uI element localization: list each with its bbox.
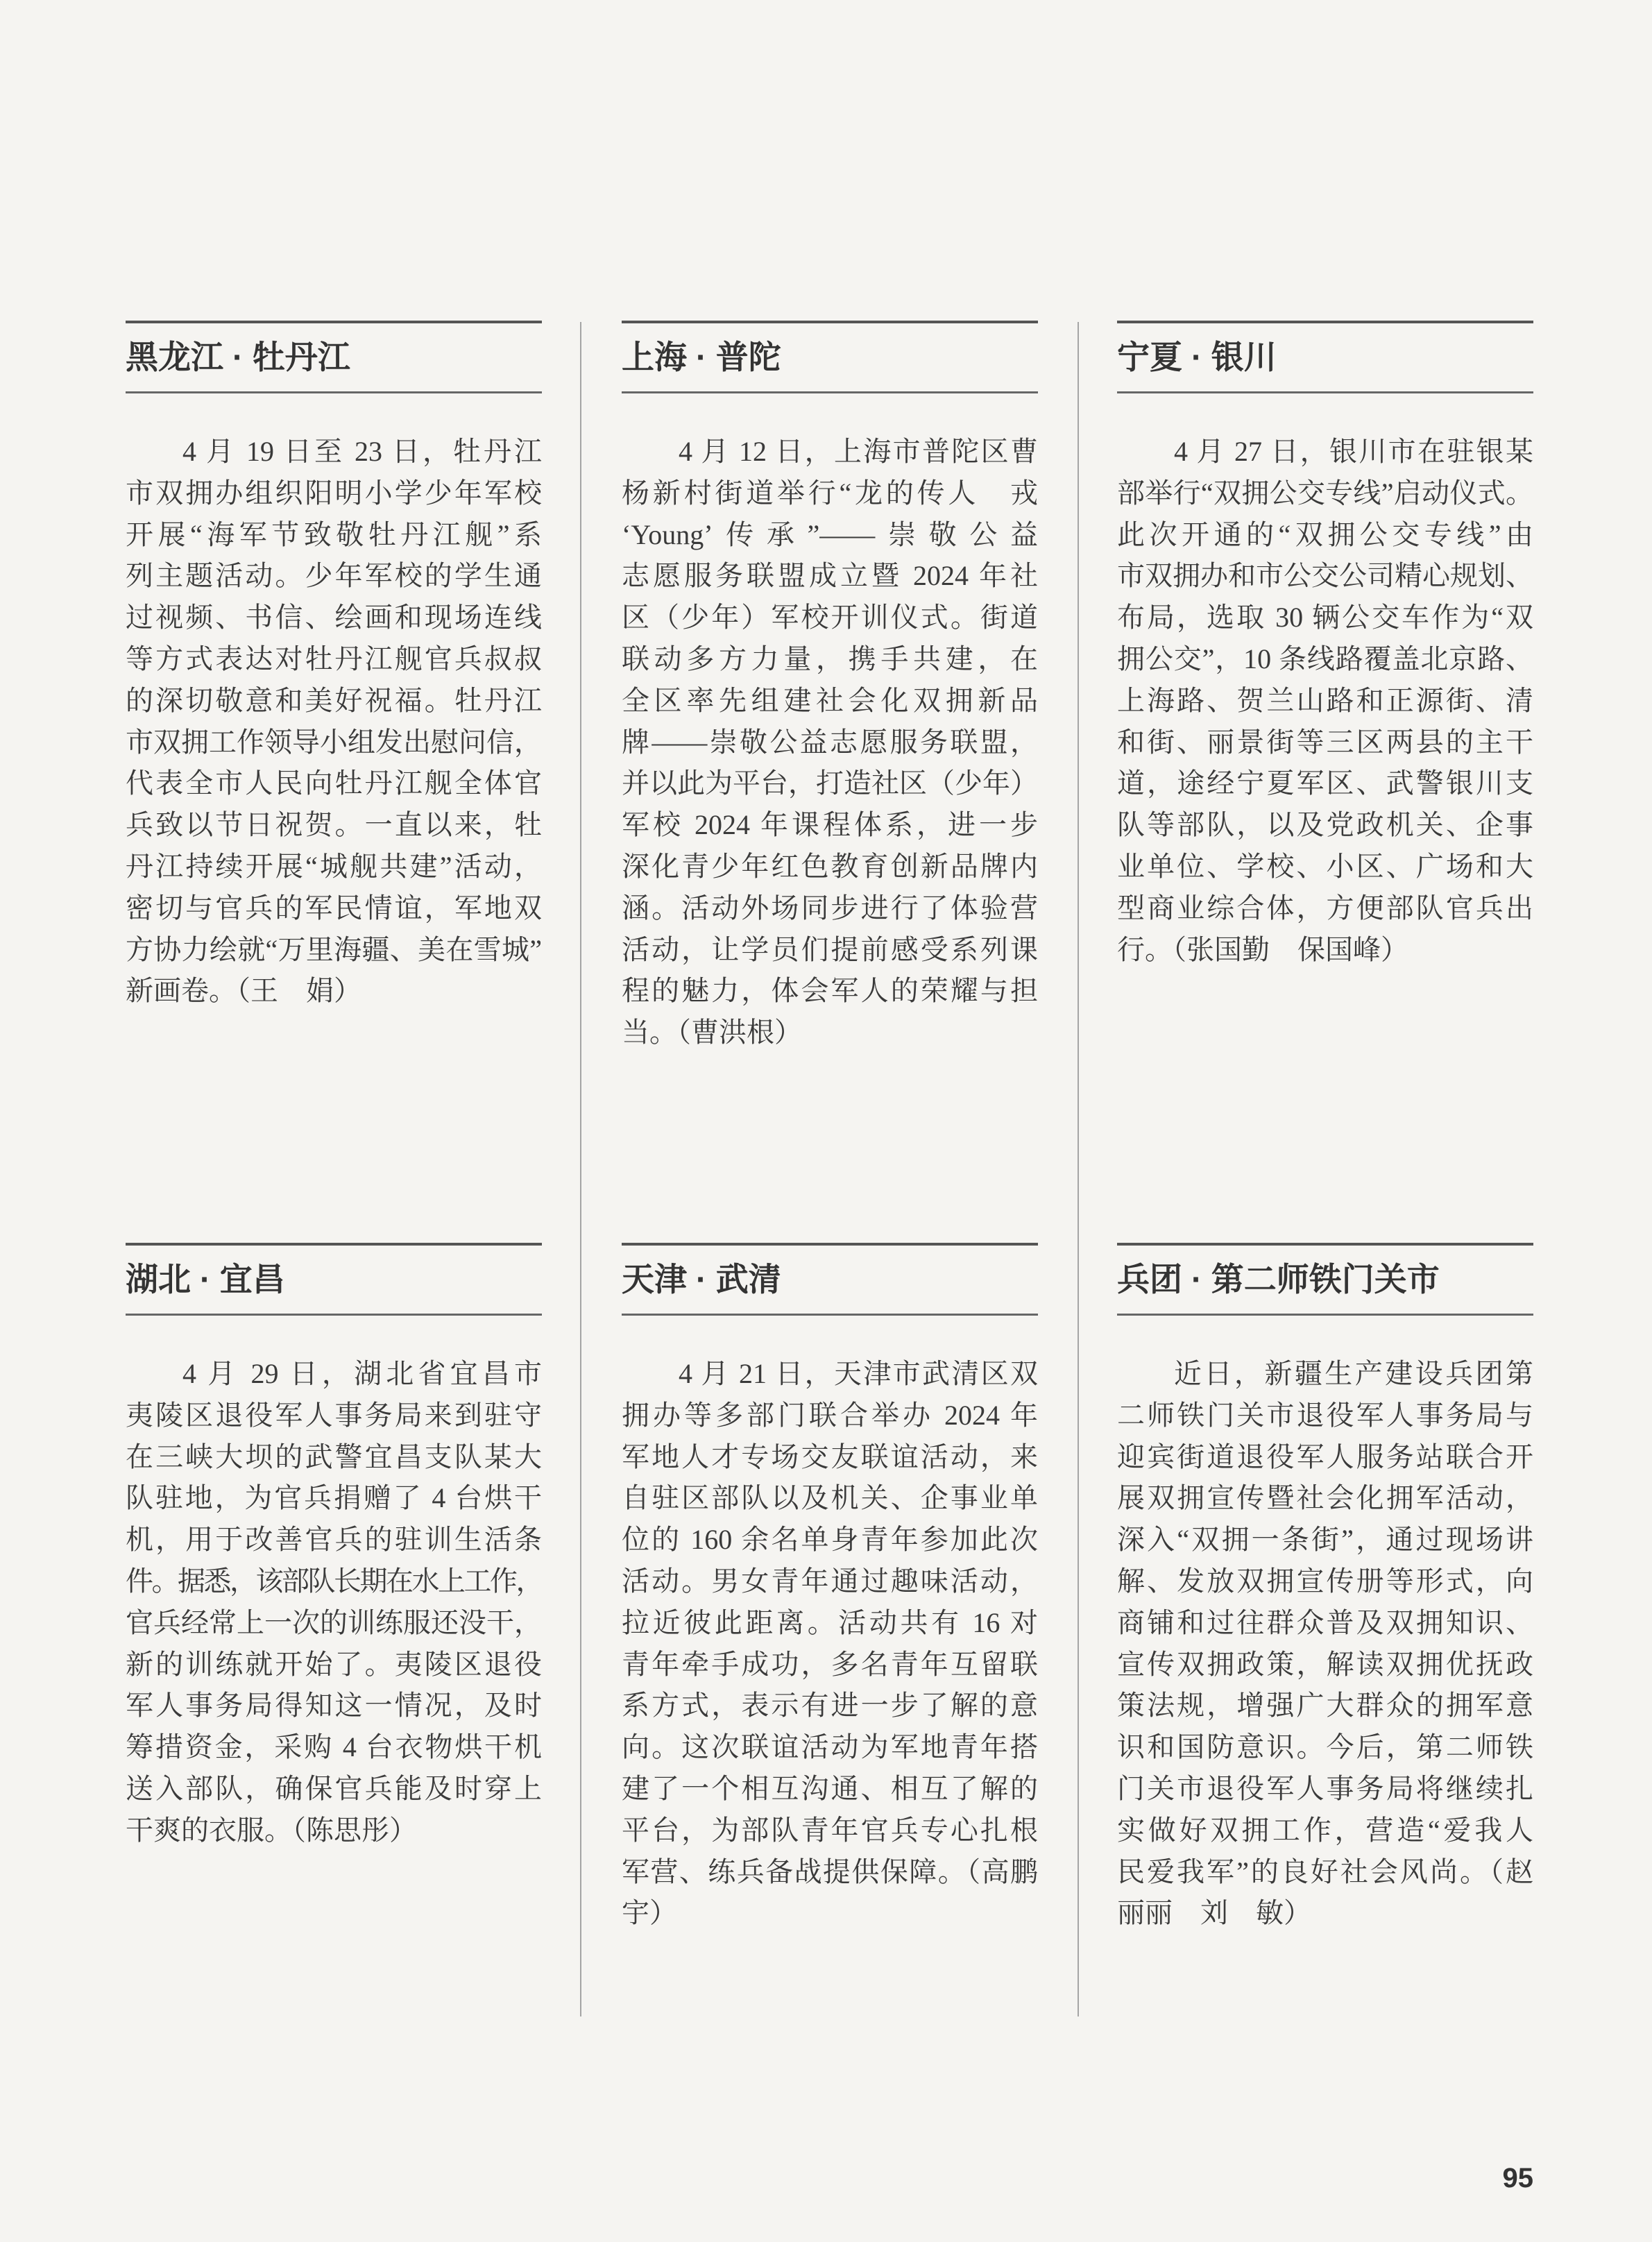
body-line: 门关市退役军人事务局将继续扎 (1117, 1772, 1533, 1804)
news-item-tianjin-wuqing (622, 1243, 1038, 1934)
column-divider-left (580, 322, 581, 2016)
body-line: 丹江持续开展“城舰共建”活动， (126, 850, 542, 882)
body-line: 近日，新疆生产建设兵团第 (1174, 1358, 1533, 1389)
body-line: 全区率先组建社会化双拥新品 (622, 684, 1038, 716)
body-line: 此次开通的“双拥公交专线”由 (1117, 518, 1533, 550)
news-heading: 黑龙江 · 牡丹江 (126, 339, 350, 375)
body-line: 夷陵区退役军人事务局来到驻守 (126, 1399, 542, 1431)
body-line: 展双拥宣传暨社会化拥军活动， (1117, 1482, 1533, 1514)
news-body (126, 431, 542, 1012)
news-item-ningxia-yinchuan (1117, 321, 1533, 970)
body-line: 密切与官兵的军民情谊，军地双 (126, 892, 542, 924)
body-line: 干爽的衣服。（陈思彤） (126, 1814, 417, 1846)
body-line: ‘Young’传承”——崇敬公益 (622, 518, 1038, 550)
body-line: 布局，选取 30 辆公交车作为“双 (1117, 602, 1533, 634)
body-line: 深入“双拥一条街”，通过现场讲 (1117, 1524, 1533, 1556)
body-line: 行。（张国勤 保国峰） (1117, 933, 1408, 965)
body-line: 筹措资金，采购 4 台衣物烘干机 (126, 1731, 542, 1763)
body-line: 上海路、贺兰山路和正源街、清 (1117, 684, 1533, 716)
body-line: 4 月 29 日，湖北省宜昌市 (182, 1358, 542, 1389)
news-item-heilongjiang-mudanjiang (126, 321, 542, 1012)
body-line: 4 月 19 日至 23 日，牡丹江 (182, 436, 542, 467)
body-line: 的深切敬意和美好祝福。牡丹江 (126, 684, 542, 716)
body-line: 程的魅力，体会军人的荣耀与担 (622, 975, 1038, 1007)
column-divider-right (1078, 322, 1079, 2016)
heading-bottom-rule (1117, 391, 1533, 393)
news-body (622, 1353, 1038, 1934)
body-line: 队等部队，以及党政机关、企事 (1117, 809, 1533, 841)
body-line: 平台，为部队青年官兵专心扎根 (622, 1814, 1038, 1846)
heading-bottom-rule (1117, 1314, 1533, 1316)
body-line: 军人事务局得知这一情况，及时 (126, 1690, 542, 1722)
body-line: 队驻地，为官兵捐赠了 4 台烘干 (126, 1482, 542, 1514)
body-line: 市双拥工作领导小组发出慰问信， (126, 726, 542, 758)
body-line: 方协力绘就“万里海疆、美在雪城” (126, 933, 542, 965)
body-line: 道，途经宁夏军区、武警银川支 (1117, 767, 1533, 799)
body-line: 开展“海军节致敬牡丹江舰”系 (126, 518, 542, 550)
body-line: 并以此为平台，打造社区（少年） (622, 767, 1038, 799)
body-line: 兵致以节日祝贺。一直以来，牡 (126, 809, 542, 841)
body-line: 宣传双拥政策，解读双拥优抚政 (1117, 1648, 1533, 1680)
heading-bottom-rule (126, 391, 542, 393)
body-line: 杨新村街道举行“龙的传人 戎 (622, 477, 1038, 509)
news-item-shanghai-putuo (622, 321, 1038, 1053)
body-line: 涵。活动外场同步进行了体验营 (622, 892, 1038, 924)
news-heading: 兵团 · 第二师铁门关市 (1117, 1261, 1440, 1298)
body-line: 业单位、学校、小区、广场和大 (1117, 850, 1533, 882)
body-line: 志愿服务联盟成立暨 2024 年社 (622, 560, 1038, 592)
body-line: 系方式，表示有进一步了解的意 (622, 1690, 1038, 1722)
body-line: 型商业综合体，方便部队官兵出 (1117, 892, 1533, 924)
body-line: 向。这次联谊活动为军地青年搭 (622, 1731, 1038, 1763)
body-line: 位的 160 余名单身青年参加此次 (622, 1524, 1038, 1556)
body-line: 和街、丽景街等三区两县的主干 (1117, 726, 1533, 758)
body-line: 件。据悉，该部队长期在水上工作， (126, 1565, 542, 1597)
body-line: 4 月 27 日，银川市在驻银某 (1174, 436, 1533, 467)
body-line: 新的训练就开始了。夷陵区退役 (126, 1648, 542, 1680)
body-line: 等方式表达对牡丹江舰官兵叔叔 (126, 643, 542, 674)
body-line: 青年牵手成功，多名青年互留联 (622, 1648, 1038, 1680)
heading-bottom-rule (126, 1314, 542, 1316)
body-line: 识和国防意识。今后，第二师铁 (1117, 1731, 1533, 1763)
body-line: 拥公交”，10 条线路覆盖北京路、 (1117, 643, 1533, 674)
body-line: 联动多方力量，携手共建，在 (622, 643, 1038, 674)
body-line: 军校 2024 年课程体系，进一步 (622, 809, 1038, 841)
heading-bottom-rule (622, 391, 1038, 393)
body-line: 商铺和过往群众普及双拥知识、 (1117, 1606, 1533, 1638)
body-line: 4 月 21 日，天津市武清区双 (679, 1358, 1038, 1389)
news-heading: 天津 · 武清 (622, 1261, 781, 1298)
body-line: 活动，让学员们提前感受系列课 (622, 933, 1038, 965)
heading-bottom-rule (622, 1314, 1038, 1316)
news-body (622, 431, 1038, 1053)
body-line: 拥办等多部门联合举办 2024 年 (622, 1399, 1038, 1431)
body-line: 自驻区部队以及机关、企事业单 (622, 1482, 1038, 1514)
body-line: 新画卷。（王 娟） (126, 975, 361, 1007)
news-heading: 上海 · 普陀 (622, 339, 781, 375)
body-line: 活动。男女青年通过趣味活动， (622, 1565, 1038, 1597)
body-line: 区（少年）军校开训仪式。街道 (622, 602, 1038, 634)
body-line: 4 月 12 日，上海市普陀区曹 (679, 436, 1038, 467)
body-line: 官兵经常上一次的训练服还没干， (126, 1606, 542, 1638)
body-line: 当。（曹洪根） (622, 1017, 802, 1048)
news-heading: 湖北 · 宜昌 (126, 1261, 285, 1298)
body-line: 建了一个相互沟通、相互了解的 (622, 1772, 1038, 1804)
news-heading: 宁夏 · 银川 (1117, 339, 1277, 375)
body-line: 部举行“双拥公交专线”启动仪式。 (1117, 477, 1533, 509)
body-line: 机，用于改善官兵的驻训生活条 (126, 1524, 542, 1556)
body-line: 深化青少年红色教育创新品牌内 (622, 850, 1038, 882)
body-line: 解、发放双拥宣传册等形式，向 (1117, 1565, 1533, 1597)
body-line: 军地人才专场交友联谊活动，来 (622, 1441, 1038, 1472)
news-body (1117, 431, 1533, 970)
body-line: 牌——崇敬公益志愿服务联盟， (622, 726, 1038, 758)
body-line: 民爱我军”的良好社会风尚。（赵 (1117, 1855, 1533, 1887)
body-line: 列主题活动。少年军校的学生通 (126, 560, 542, 592)
news-body (1117, 1353, 1533, 1934)
page-number: 95 (1502, 2163, 1533, 2193)
body-line: 代表全市人民向牡丹江舰全体官 (126, 767, 542, 799)
news-item-bingtuan-tiemenguan (1117, 1243, 1533, 1934)
body-line: 拉近彼此距离。活动共有 16 对 (622, 1606, 1038, 1638)
body-line: 二师铁门关市退役军人事务局与 (1117, 1399, 1533, 1431)
body-line: 实做好双拥工作，营造“爱我人 (1117, 1814, 1533, 1846)
body-line: 过视频、书信、绘画和现场连线 (126, 602, 542, 634)
body-line: 宇） (622, 1897, 677, 1929)
news-item-hubei-yichang (126, 1243, 542, 1851)
body-line: 策法规，增强广大群众的拥军意 (1117, 1690, 1533, 1722)
body-line: 丽丽 刘 敏） (1117, 1897, 1311, 1929)
body-line: 市双拥办和市公交公司精心规划、 (1117, 560, 1533, 592)
body-line: 在三峡大坝的武警宜昌支队某大 (126, 1441, 542, 1472)
body-line: 军营、练兵备战提供保障。（高鹏 (622, 1855, 1038, 1887)
body-line: 市双拥办组织阳明小学少年军校 (126, 477, 542, 509)
body-line: 送入部队，确保官兵能及时穿上 (126, 1772, 542, 1804)
body-line: 迎宾街道退役军人服务站联合开 (1117, 1441, 1533, 1472)
news-body (126, 1353, 542, 1851)
